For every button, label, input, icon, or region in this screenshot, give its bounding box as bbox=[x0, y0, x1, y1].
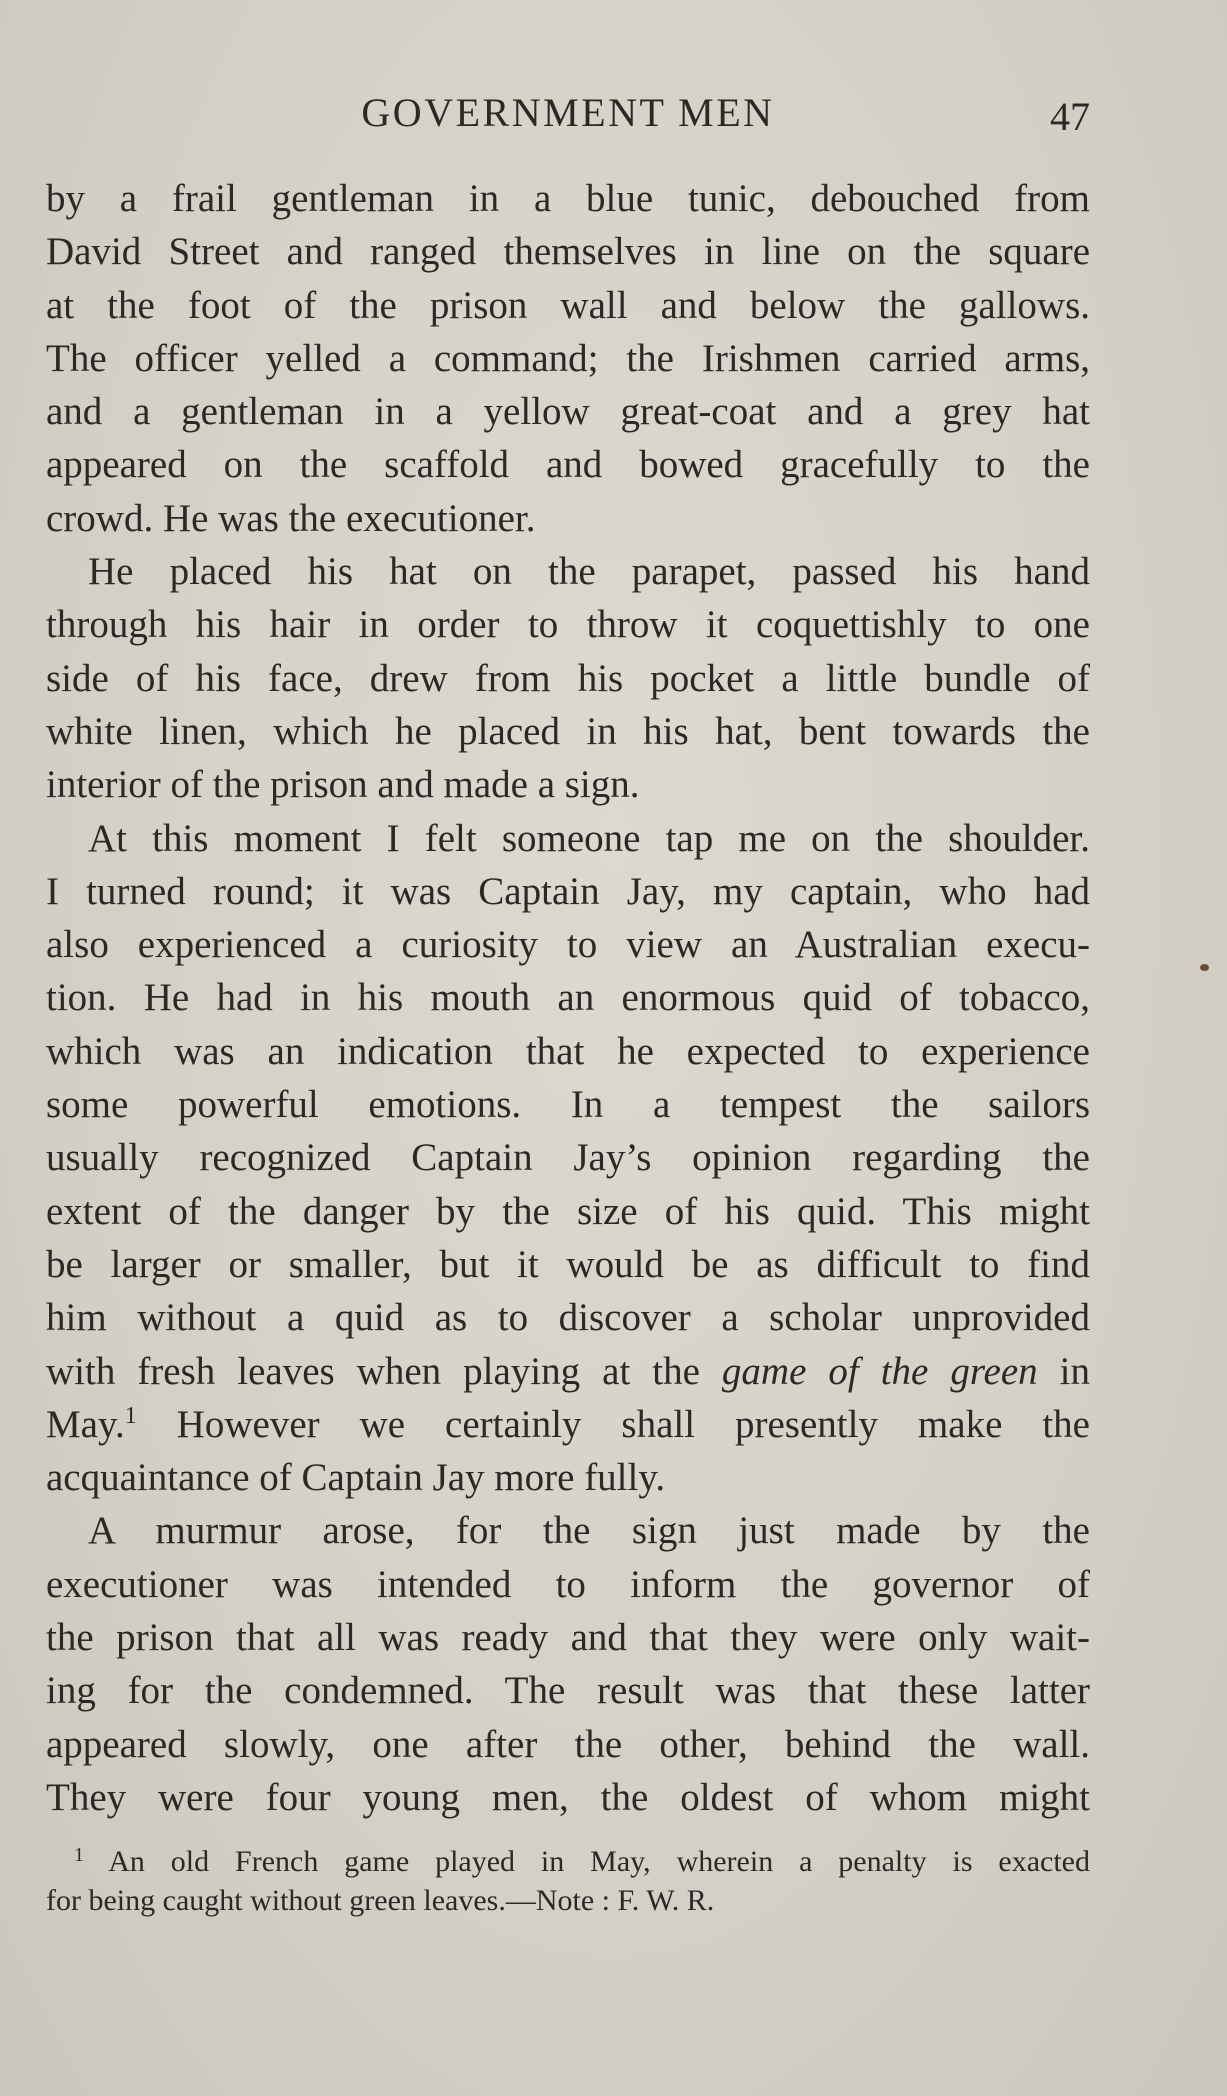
text-line: some powerful emotions. In a tempest the sailors bbox=[46, 1083, 1090, 1127]
paragraph-3 bbox=[46, 812, 1090, 1505]
text-line: He placed his hat on the parapet, passed his hand bbox=[88, 550, 1090, 594]
text-line: tion. He had in his mouth an enormous quid of tobacco, bbox=[46, 976, 1090, 1020]
text-line: They were four young men, the oldest of whom might bbox=[46, 1775, 1090, 1819]
text-line: crowd. He was the executioner. bbox=[46, 496, 536, 540]
text-line: side of his face, drew from his pocket a little bundle of bbox=[46, 656, 1090, 700]
text-line: interior of the prison and made a sign. bbox=[46, 763, 640, 807]
text-line: be larger or smaller, but it would be as difficult to find bbox=[46, 1242, 1090, 1286]
text-line: ing for the condemned. The result was that these latter bbox=[46, 1669, 1090, 1713]
body-text bbox=[46, 172, 1090, 1824]
text-line: through his hair in order to throw it coquettishly to one bbox=[46, 603, 1090, 647]
text-line: The officer yelled a command; the Irishmen carried arms, bbox=[46, 336, 1090, 380]
text-line: which was an indication that he expected to experience bbox=[46, 1029, 1090, 1073]
page-number: 47 bbox=[1050, 94, 1090, 139]
text-line: by a frail gentleman in a blue tunic, debouched from bbox=[46, 177, 1090, 220]
footnote-marker: 1 bbox=[74, 1844, 84, 1866]
text-line: at the foot of the prison wall and below the gallows. bbox=[46, 283, 1090, 327]
paragraph-1 bbox=[46, 172, 1090, 545]
text-line: white linen, which he placed in his hat, bent towards the bbox=[46, 709, 1090, 753]
text-line: A murmur arose, for the sign just made by the bbox=[88, 1509, 1090, 1553]
text-line: usually recognized Captain Jay’s opinion regarding the bbox=[46, 1136, 1090, 1180]
page-header bbox=[46, 88, 1090, 138]
footnote-line: for being caught without green leaves.—Note : F. W. R. bbox=[46, 1884, 715, 1917]
text-line: also experienced a curiosity to view an Australian execu- bbox=[46, 923, 1090, 967]
text-line: extent of the danger by the size of his quid. This might bbox=[46, 1189, 1090, 1233]
paragraph-2 bbox=[46, 545, 1090, 811]
footnote-text: An old French game played in May, wherein a penalty is exacted bbox=[108, 1845, 1090, 1878]
text-line-with-footnote-ref bbox=[46, 1398, 1090, 1451]
footnote-line bbox=[46, 1842, 1090, 1881]
text-line: him without a quid as to discover a scholar unprovided bbox=[46, 1296, 1090, 1340]
line-prefix: May. bbox=[46, 1402, 125, 1446]
line-suffix: However we certainly shall presently make the bbox=[136, 1402, 1090, 1446]
italic-game-title: game of the green bbox=[721, 1349, 1038, 1393]
paper-stain bbox=[1200, 964, 1209, 971]
text-line: David Street and ranged themselves in line on the square bbox=[46, 230, 1090, 274]
footnote-reference[interactable]: 1 bbox=[124, 1402, 137, 1429]
running-head: GOVERNMENT MEN bbox=[361, 90, 775, 135]
text-line: acquaintance of Captain Jay more fully. bbox=[46, 1456, 666, 1500]
text-line: I turned round; it was Captain Jay, my captain, who had bbox=[46, 869, 1090, 913]
text-line: the prison that all was ready and that they were only wait- bbox=[46, 1616, 1090, 1660]
text-line: appeared slowly, one after the other, behind the wall. bbox=[46, 1722, 1090, 1766]
text-line: appeared on the scaffold and bowed gracefully to the bbox=[46, 443, 1090, 487]
paragraph-4 bbox=[46, 1504, 1090, 1824]
footnote bbox=[46, 1842, 1090, 1920]
text-line: At this moment I felt someone tap me on the shoulder. bbox=[88, 816, 1090, 860]
text-line: and a gentleman in a yellow great-coat and a grey hat bbox=[46, 390, 1090, 434]
text-line-with-italic bbox=[46, 1345, 1090, 1398]
text-line: executioner was intended to inform the governor of bbox=[46, 1562, 1090, 1606]
line-prefix: with fresh leaves when playing at the bbox=[46, 1349, 722, 1393]
line-suffix: in bbox=[1037, 1349, 1091, 1393]
